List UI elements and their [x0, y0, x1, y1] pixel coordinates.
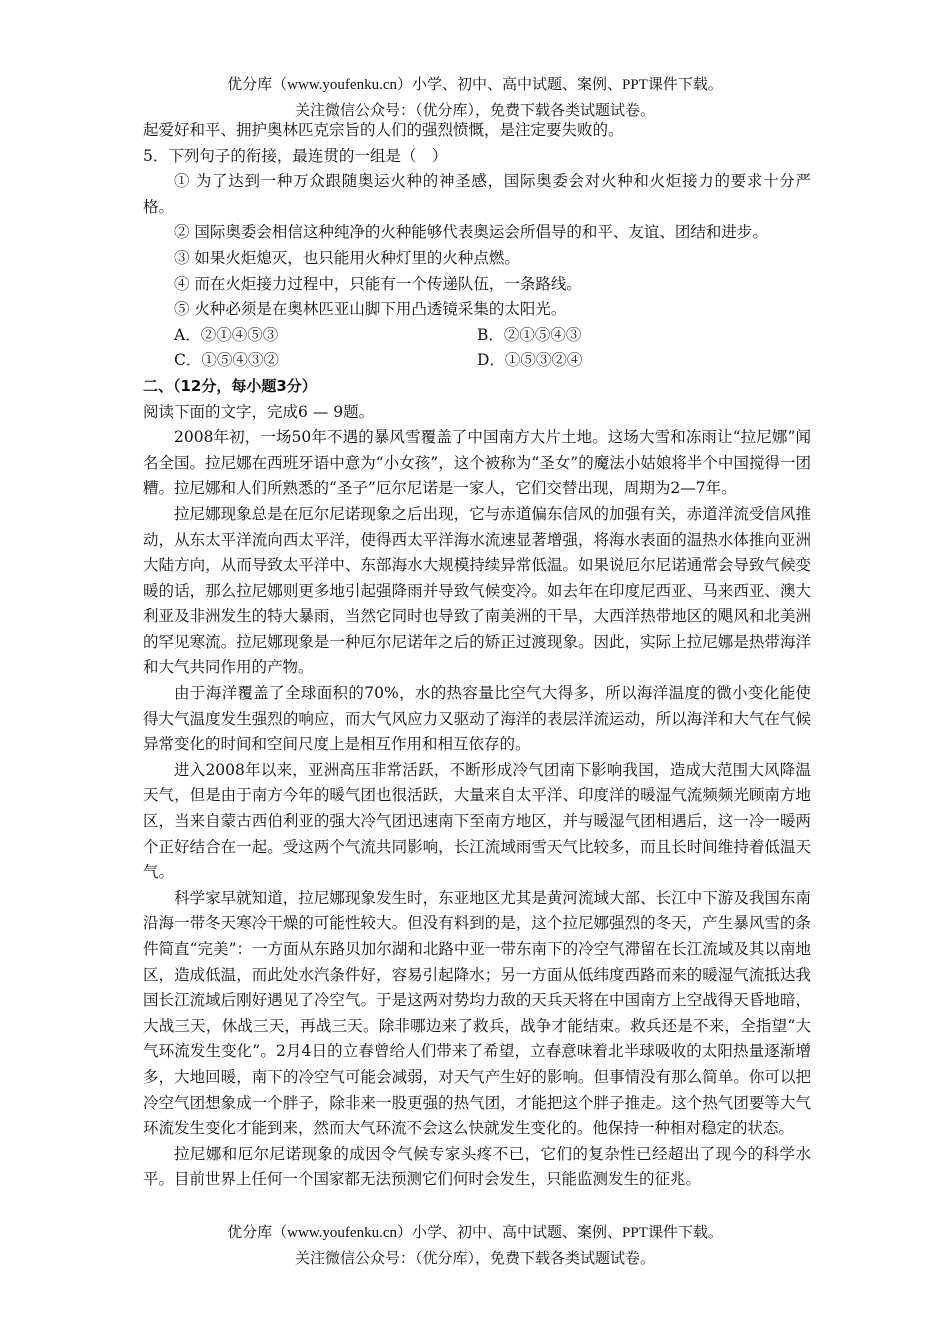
- page-header: [0, 72, 950, 124]
- reading-passage: [143, 425, 811, 1193]
- q5-option-b: B．②①⑤④③: [477, 325, 582, 344]
- section-2-title: 二、（12分，每小题3分）: [143, 376, 317, 395]
- q5-option-c: C．①⑤④③②: [174, 351, 279, 370]
- q5-sentence-1: ① 为了达到一种万众跟随奥运火种的神圣感，国际奥委会对火种和火炬接力的要求十分严格。: [143, 172, 811, 216]
- section-2-instruction: 阅读下面的文字，完成6 — 9题。: [143, 402, 375, 421]
- header-line-2: 关注微信公众号：（优分库），免费下载各类试题试卷。: [294, 103, 655, 119]
- q5-sentence-2: ② 国际奥委会相信这种纯净的火种能够代表奥运会所倡导的和平、友谊、团结和进步。: [174, 223, 768, 242]
- passage-paragraph-4: 进入2008年以来，亚洲高压非常活跃，不断形成冷气团南下影响我国，造成大范围大风降温天气，但是由于南方今年的暖气团也很活跃，大量来自太平洋、印度洋的暖湿气流频频光顾南方地区，当来自蒙古西伯利亚的强大冷气团迅速南下至南方地区，并与暖湿气团相遇后，这一冷一暖两个正好结合在一起。受这两个气流共同影响，长江流域雨雪天气比较多，而且长时间维持着低温天气。: [143, 760, 811, 882]
- q5-options-row-2: [143, 348, 811, 374]
- document-body: [143, 118, 811, 1193]
- q5-option-a: A．②①④⑤③: [174, 325, 279, 344]
- q5-preceding-text: 起爱好和平、拥护奥林匹克宗旨的人们的强烈愤慨，是注定要失败的。: [143, 121, 624, 139]
- passage-paragraph-1: 2008年初，一场50年不遇的暴风雪覆盖了中国南方大片土地。这场大雪和冻雨让“拉尼娜”闻名全国。拉尼娜在西班牙语中意为“小女孩”，这个被称为“圣女”的魔法小姑娘将半个中国搅得一团糟。拉尼娜和人们所熟悉的“圣子”厄尔尼诺是一家人，它们交替出现，周期为2—7年。: [143, 428, 811, 498]
- passage-paragraph-3: 由于海洋覆盖了全球面积的70%，水的热容量比空气大得多，所以海洋温度的微小变化能使得大气温度发生强烈的响应，而大气风应力又驱动了海洋的表层洋流运动，所以海洋和大气在气候异常变化的时间和空间尺度上是相互作用和相互依存的。: [143, 684, 811, 754]
- passage-paragraph-6: 拉尼娜和厄尔尼诺现象的成因令气候专家头疼不已，它们的复杂性已经超出了现今的科学水平。目前世界上任何一个国家都无法预测它们何时会发生，只能监测发生的征兆。: [143, 1144, 811, 1189]
- footer-line-1: 优分库（www.youfenku.cn）小学、初中、高中试题、案例、PPT课件下载。: [227, 1225, 723, 1241]
- q5-sentence-3: ③ 如果火炬熄灭，也只能用火种灯里的火种点燃。: [174, 248, 520, 267]
- q5-stem: 5．下列句子的衔接，最连贯的一组是（ ）: [143, 146, 448, 165]
- passage-paragraph-2: 拉尼娜现象总是在厄尔尼诺现象之后出现，它与赤道偏东信风的加强有关，赤道洋流受信风推动，从东太平洋流向西太平洋，使得西太平洋海水流速显著增强，将海水表面的温热水体推向亚洲大陆方向，从而导致太平洋中、东部海水大规模持续异常低温。如果说厄尔尼诺通常会导致气候变暖的话，那么拉尼娜则更多地引起强降雨并导致气候变冷。如去年在印度尼西亚、马来西亚、澳大利亚及非洲发生的特大暴雨，当然它同时也导致了南美洲的干旱，大西洋热带地区的飓风和北美洲的罕见寒流。拉尼娜现象是一种厄尔尼诺年之后的矫正过渡现象。因此，实际上拉尼娜是热带海洋和大气共同作用的产物。: [143, 504, 811, 677]
- header-line-1: 优分库（www.youfenku.cn）小学、初中、高中试题、案例、PPT课件下载。: [227, 77, 723, 93]
- q5-option-d: D．①⑤③②④: [477, 351, 583, 370]
- q5-sentence-4: ④ 而在火炬接力过程中，只能有一个传递队伍，一条路线。: [174, 274, 582, 293]
- q5-options-row-1: [143, 323, 811, 349]
- page-footer: [0, 1220, 950, 1272]
- q5-sentence-5: ⑤ 火种必须是在奥林匹亚山脚下用凸透镜采集的太阳光。: [174, 300, 567, 319]
- footer-line-2: 关注微信公众号：（优分库），免费下载各类试题试卷。: [294, 1251, 655, 1267]
- passage-paragraph-5: 科学家早就知道，拉尼娜现象发生时，东亚地区尤其是黄河流域大部、长江中下游及我国东南沿海一带冬天寒冷干燥的可能性较大。但没有料到的是，这个拉尼娜强烈的冬天，产生暴风雪的条件简直“完美”：一方面从东路贝加尔湖和北路中亚一带东南下的冷空气滞留在长江流域及其以南地区，造成低温，而此处水汽条件好，容易引起降水；另一方面从低纬度西路而来的暖湿气流抵达我国长江流域后刚好遇见了冷空气。于是这两对势均力敌的天兵天将在中国南方上空战得天昏地暗，大战三天，休战三天，再战三天。除非哪边来了救兵，战争才能结束。救兵还是不来，全指望“大气环流发生变化”。2月4日的立春曾给人们带来了希望，立春意味着北半球吸收的太阳热量逐渐增多，大地回暖，南下的冷空气可能会减弱，对天气产生好的影响。但事情没有那么简单。你可以把冷空气团想象成一个胖子，除非来一股更强的热气团，才能把这个胖子推走。这个热气团要等大气环流发生变化才能到来，然而大气环流不会这么快就发生变化的。他保持一种相对稳定的状态。: [143, 888, 811, 1138]
